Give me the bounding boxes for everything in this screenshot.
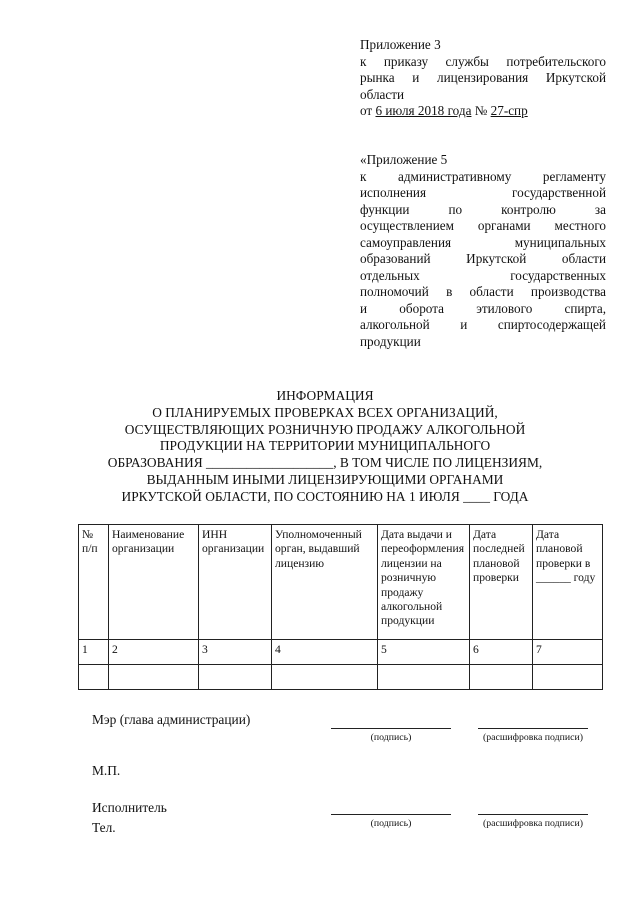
title-line: ПРОДУКЦИИ НА ТЕРРИТОРИИ МУНИЦИПАЛЬНОГО [159, 438, 491, 454]
table-number-row [79, 640, 603, 665]
header-cell: № п/п [79, 525, 109, 640]
header-cell: Дата плановой проверки в ______ году [533, 525, 603, 640]
appendix-3-line: области [360, 86, 405, 102]
table-row [79, 665, 603, 690]
title-line: ОСУЩЕСТВЛЯЮЩИХ РОЗНИЧНУЮ ПРОДАЖУ АЛКОГОЛЬНОЙ [124, 421, 526, 437]
title-line: ИРКУТСКОЙ ОБЛАСТИ, ПО СОСТОЯНИЮ НА 1 ИЮЛЯ ____ ГОДА [121, 488, 529, 504]
number-cell: 1 [79, 640, 109, 665]
number-cell: 7 [533, 640, 603, 665]
decode-caption: (расшифровка подписи) [482, 732, 583, 743]
title-line: ОБРАЗОВАНИЯ ___________________, В ТОМ ЧИСЛЕ ПО ЛИЦЕНЗИЯМ, [107, 455, 543, 471]
order-date: 6 июля 2018 года [375, 103, 472, 118]
title-line: ВЫДАННЫМ ИНЫМИ ЛИЦЕНЗИРУЮЩИМИ ОРГАНАМИ [146, 471, 504, 487]
appendix-3-line: Приложение 3 [360, 37, 441, 52]
number-cell: 4 [272, 640, 378, 665]
title-line: ИНФОРМАЦИЯ [276, 388, 374, 403]
header-cell: Наименование организации [109, 525, 199, 640]
header-cell: ИНН организации [199, 525, 272, 640]
empty-cell [79, 665, 109, 690]
appendix-5-line: функции по контролю за [360, 201, 606, 217]
empty-cell [378, 665, 470, 690]
number-cell: 6 [470, 640, 533, 665]
number-cell: 3 [199, 640, 272, 665]
order-number: 27-спр [490, 103, 528, 118]
number-prefix: № [471, 103, 491, 118]
empty-cell [199, 665, 272, 690]
empty-cell [470, 665, 533, 690]
table-header-row [79, 525, 603, 640]
appendix-5-block [360, 152, 606, 350]
appendix-5-line: самоуправления муниципальных [360, 234, 606, 250]
appendix-5-line: «Приложение 5 [360, 152, 448, 167]
phone-label: Тел. [92, 820, 116, 835]
header-cell: Уполномоченный орган, выдавший лицензию [272, 525, 378, 640]
empty-cell [533, 665, 603, 690]
header-cell: Дата последней плановой проверки [470, 525, 533, 640]
empty-cell [109, 665, 199, 690]
executor-signature-line [331, 813, 451, 815]
appendix-3-block [360, 37, 606, 120]
title-line: О ПЛАНИРУЕМЫХ ПРОВЕРКАХ ВСЕХ ОРГАНИЗАЦИЙ, [152, 404, 498, 420]
appendix-5-line: к административному регламенту [360, 168, 606, 184]
mayor-decode-line [478, 727, 588, 729]
mayor-signature-line [331, 727, 451, 729]
stamp-label: М.П. [92, 763, 121, 778]
signature-caption: (подпись) [370, 732, 412, 743]
appendix-5-line: образований Иркутской области [360, 251, 606, 266]
appendix-5-line: осуществлением органами местного [360, 218, 606, 233]
appendix-5-line: полномочий в области производства [360, 284, 606, 299]
appendix-5-line: алкогольной и спиртосодержащей [360, 317, 606, 332]
signature-caption: (подпись) [370, 818, 412, 829]
appendix-3-line: к приказу службы потребительского [360, 53, 606, 69]
appendix-5-line: и оборота этилового спирта, [360, 300, 606, 316]
appendix-5-line: исполнения государственной [360, 185, 606, 200]
date-prefix: от [360, 103, 376, 118]
appendix-5-line: отдельных государственных [360, 267, 606, 283]
appendix-3-date-line [360, 103, 606, 120]
executor-label: Исполнитель [92, 800, 167, 815]
number-cell: 2 [109, 640, 199, 665]
header-cell: Дата выдачи и переоформления лицензии на розничную продажу алкогольной продукции [378, 525, 470, 640]
appendix-3-line: рынка и лицензирования Иркутской [360, 70, 606, 85]
empty-cell [272, 665, 378, 690]
inspections-table [78, 524, 603, 690]
number-cell: 5 [378, 640, 470, 665]
document-title [30, 388, 620, 506]
appendix-5-line: продукции [360, 333, 421, 349]
mayor-label: Мэр (глава администрации) [92, 712, 251, 727]
executor-decode-line [478, 813, 588, 815]
decode-caption: (расшифровка подписи) [482, 818, 583, 829]
